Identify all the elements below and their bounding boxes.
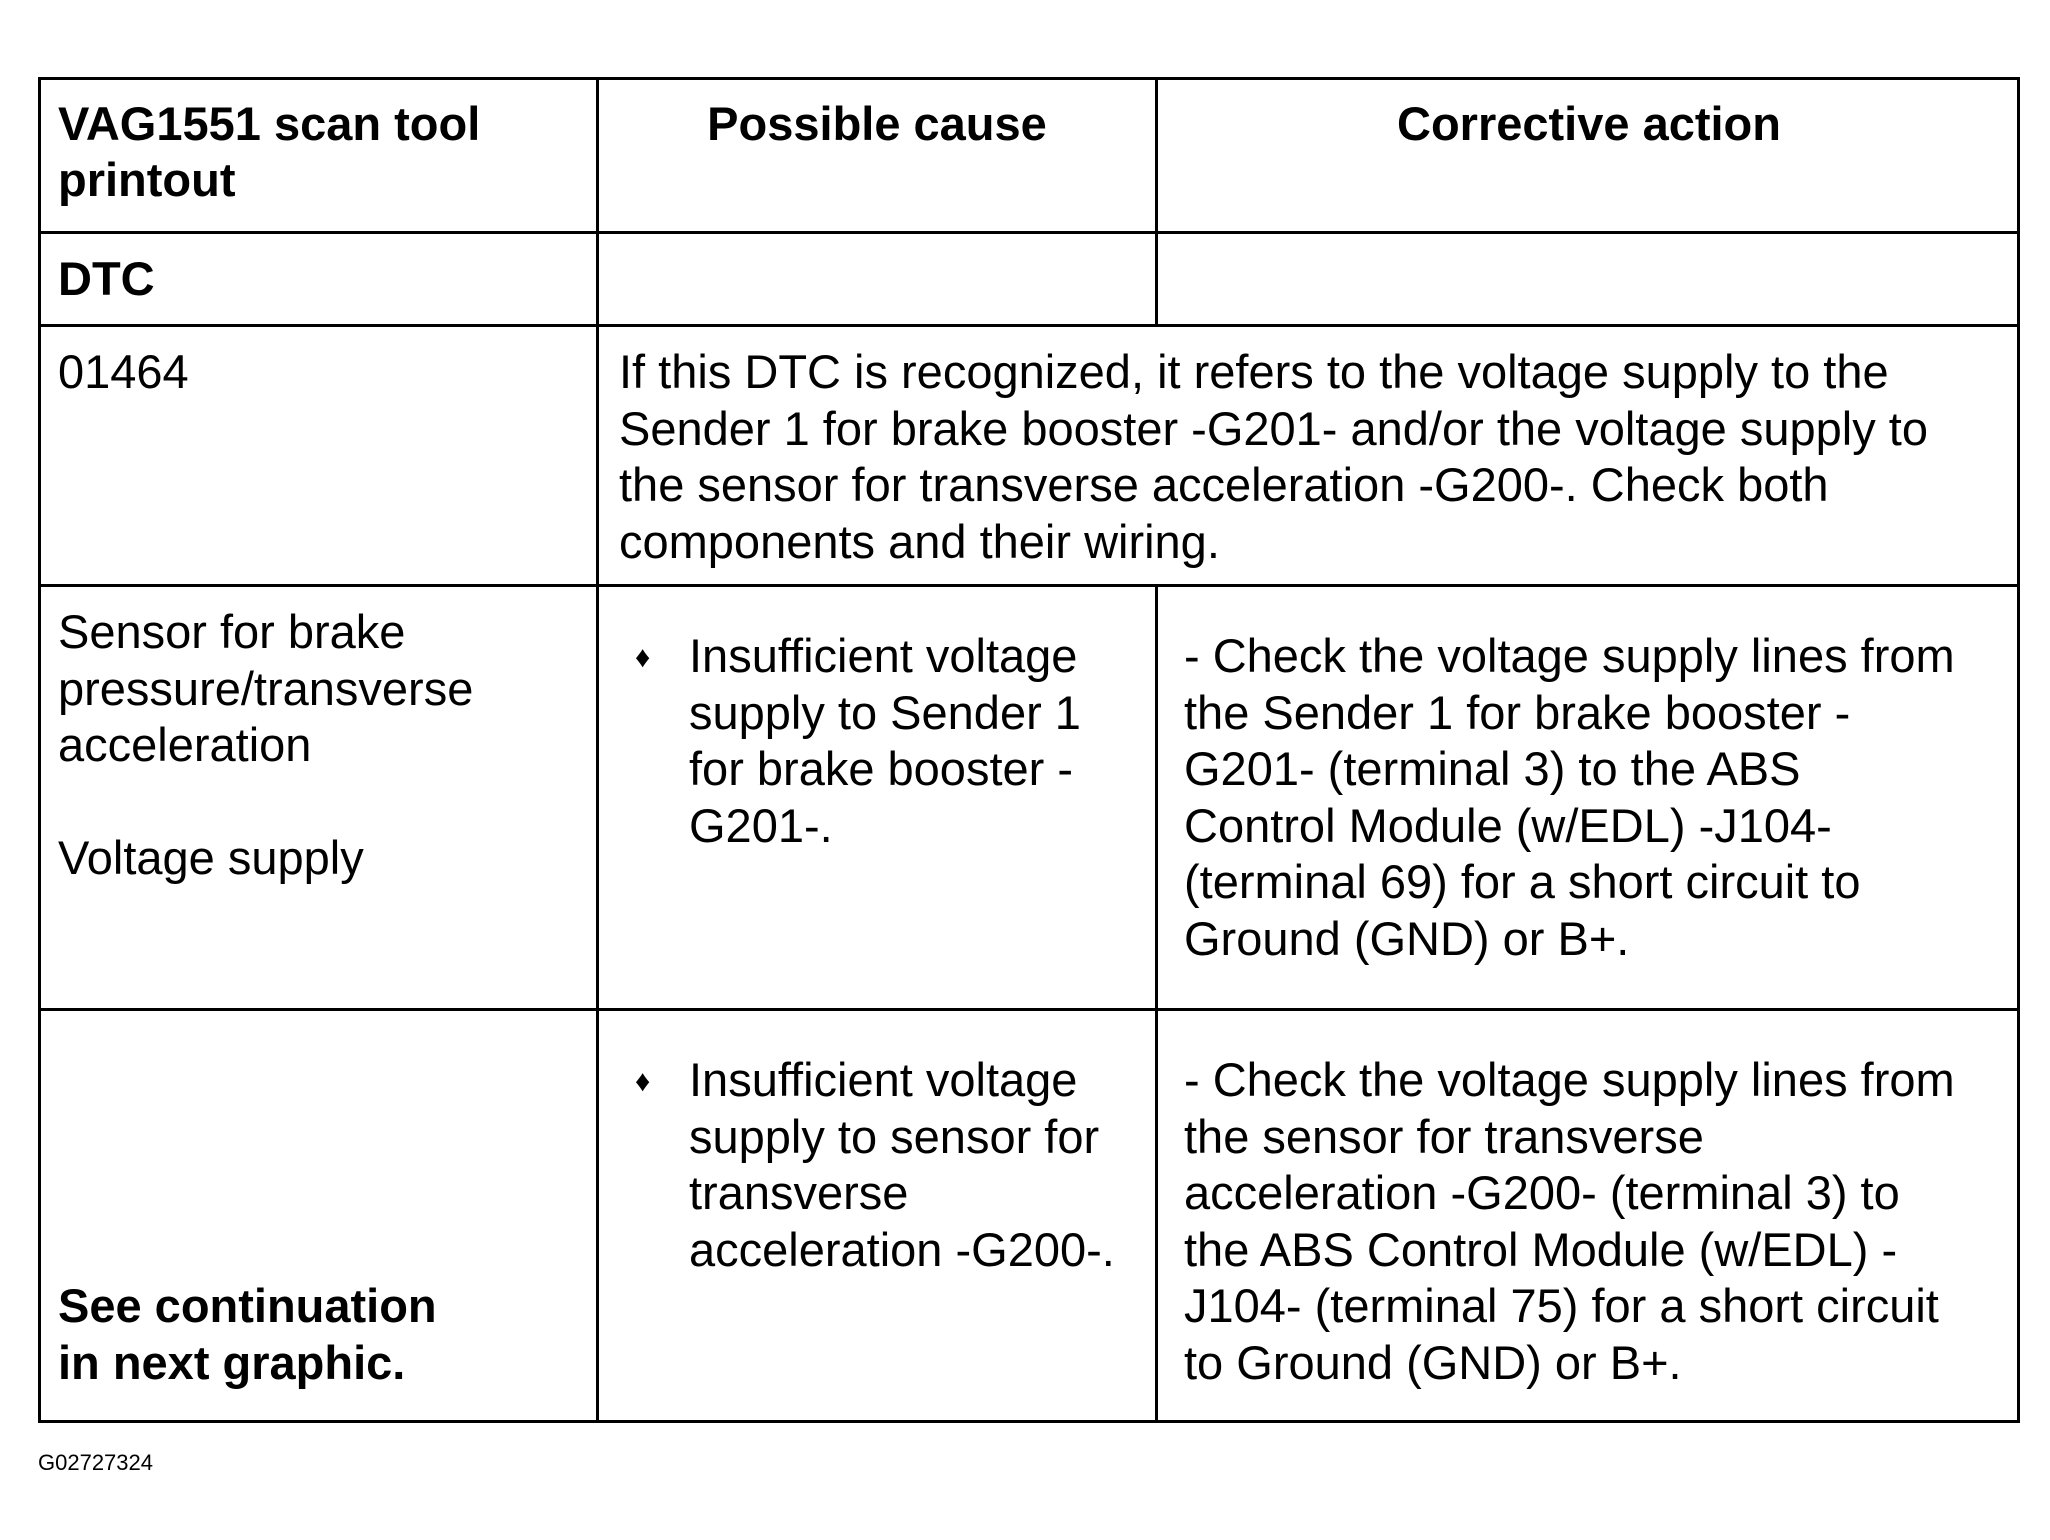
row2-cause-line-4: acceleration -G200-.	[689, 1222, 1115, 1276]
row2-action-line-3: acceleration -G200- (terminal 3) to	[1184, 1166, 1900, 1219]
row2-action-line-1: - Check the voltage supply lines from	[1184, 1053, 1955, 1106]
row2-action-line-2: the sensor for transverse	[1184, 1109, 1704, 1163]
header-possible-cause: Possible cause	[707, 97, 1047, 150]
row1-printout-sub: Voltage supply	[58, 831, 364, 884]
row1-action-line-4: Control Module (w/EDL) -J104-	[1184, 798, 1832, 852]
row-divider	[41, 324, 2017, 327]
row1-printout-line-3: acceleration	[58, 718, 312, 771]
header-printout-line-2: printout	[58, 153, 236, 206]
row2-action-line-4: the ABS Control Module (w/EDL) -	[1184, 1222, 1898, 1276]
row1-action-line-3: G201- (terminal 3) to the ABS	[1184, 742, 1801, 795]
column-divider	[596, 80, 599, 1420]
row1-printout-line-1: Sensor for brake	[58, 605, 406, 658]
row2-cause-line-2: supply to sensor for	[689, 1109, 1100, 1163]
row-divider	[41, 231, 2017, 234]
continuation-note-line-1: See continuation	[58, 1279, 437, 1332]
column-divider	[1155, 584, 1158, 1420]
dtc-note-line-2: Sender 1 for brake booster -G201- and/or the voltage supply to	[619, 401, 1928, 455]
dtc-note-line-3: the sensor for transverse acceleration -G200-. Check both	[619, 458, 1829, 511]
dtc-note-line-1: If this DTC is recognized, it refers to the voltage supply to the	[619, 345, 1889, 398]
row-divider	[41, 1008, 2017, 1011]
row1-cause-line-2: supply to Sender 1	[689, 685, 1081, 739]
diamond-bullet-icon: ♦	[635, 1065, 651, 1098]
header-corrective-action: Corrective action	[1397, 97, 1781, 150]
row-divider	[41, 584, 2017, 587]
row2-cause-line-1: Insufficient voltage	[689, 1053, 1078, 1106]
figure-id: G02727324	[38, 1450, 153, 1475]
diamond-bullet-icon: ♦	[635, 641, 651, 674]
row1-cause-line-3: for brake booster -	[689, 742, 1074, 795]
dtc-code: 01464	[58, 345, 189, 398]
row1-action-line-2: the Sender 1 for brake booster -	[1184, 685, 1851, 739]
diagnostic-table	[38, 77, 2020, 1423]
dtc-label: DTC	[58, 252, 155, 305]
row2-action-line-5: J104- (terminal 75) for a short circuit	[1184, 1279, 1939, 1332]
row1-action-line-5: (terminal 69) for a short circuit to	[1184, 855, 1861, 908]
row1-cause-line-4: G201-.	[689, 798, 833, 852]
row1-action-line-6: Ground (GND) or B+.	[1184, 911, 1630, 965]
continuation-note-line-2: in next graphic.	[58, 1335, 406, 1389]
row1-action-line-1: - Check the voltage supply lines from	[1184, 629, 1955, 682]
row1-printout-line-2: pressure/transverse	[58, 661, 474, 715]
row2-action-line-6: to Ground (GND) or B+.	[1184, 1335, 1682, 1389]
dtc-note-line-4: components and their wiring.	[619, 514, 1220, 568]
row2-cause-line-3: transverse	[689, 1166, 909, 1219]
row1-cause-line-1: Insufficient voltage	[689, 629, 1078, 682]
header-printout-line-1: VAG1551 scan tool	[58, 97, 481, 150]
